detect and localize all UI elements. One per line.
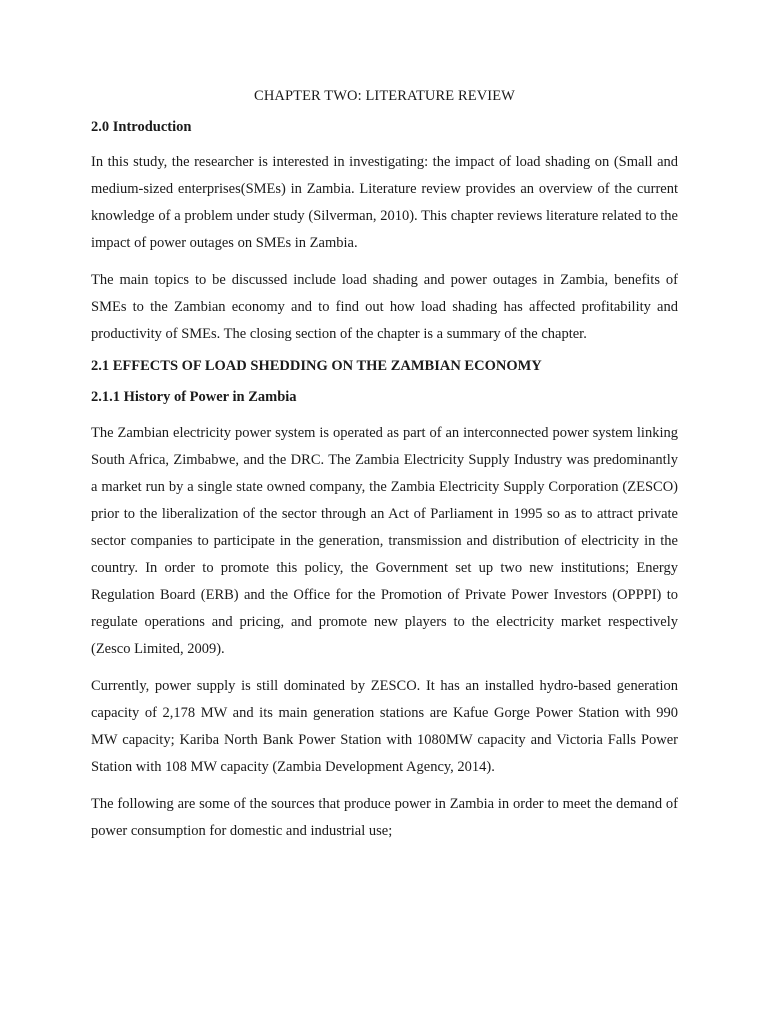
document-page [91,88,678,855]
paragraph-intro-2: The main topics to be discussed include load shading and power outages in Zambia, benefits of SMEs to the Zambian economy and to find out how load shading has affected profitability and productivity of SMEs. The closing section of the chapter is a summary of the chapter. [91,272,678,342]
paragraph-intro-1: In this study, the researcher is interested in investigating: the impact of load shading on (Small and medium-sized enterprises(SMEs) in Zambia. Literature review provides an overview of the current knowledge of a problem under study (Silverman, 2010). This chapter reviews literature related to the impact of power outages on SMEs in Zambia. [91,154,678,251]
subsection-heading-history: 2.1.1 History of Power in Zambia [91,389,297,405]
paragraph-history-2: Currently, power supply is still dominated by ZESCO. It has an installed hydro-based generation capacity of 2,178 MW and its main generation stations are Kafue Gorge Power Station with 990 MW capacity; Kariba North Bank Power Station with 1080MW capacity and Victoria Falls Power Station with 108 MW capacity (Zambia Development Agency, 2014). [91,678,678,775]
section-heading-introduction: 2.0 Introduction [91,119,192,135]
paragraph-history-1: The Zambian electricity power system is operated as part of an interconnected power system linking South Africa, Zimbabwe, and the DRC. The Zambia Electricity Supply Industry was predominantly a market run by a single state owned company, the Zambia Electricity Supply Corporation (ZESCO) prior to the liberalization of the sector through an Act of Parliament in 1995 so as to attract private sector companies to participate in the generation, transmission and distribution of electricity in the country. In order to promote this policy, the Government set up two new institutions; Energy Regulation Board (ERB) and the Office for the Promotion of Private Power Investors (OPPPI) to regulate operations and pricing, and promote new players to the electricity market respectively (Zesco Limited, 2009). [91,425,678,657]
paragraph-history-3: The following are some of the sources that produce power in Zambia in order to meet the demand of power consumption for domestic and industrial use; [91,796,678,839]
section-heading-effects: 2.1 EFFECTS OF LOAD SHEDDING ON THE ZAMBIAN ECONOMY [91,358,542,374]
chapter-title: CHAPTER TWO: LITERATURE REVIEW [254,88,515,104]
